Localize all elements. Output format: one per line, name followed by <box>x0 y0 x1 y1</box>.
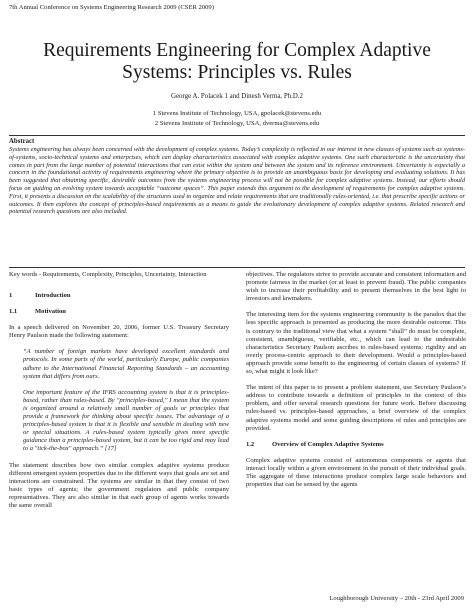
section-number: 1.2 <box>246 440 255 448</box>
running-header <box>9 4 214 12</box>
paragraph: Complex adaptive systems consist of autonomous components or agents that interact locally within a given environment in the pursuit of their individual goals. The aggregate of these interactions produce complex large scale behaviors and properties that can be sensed by the agents <box>246 456 466 489</box>
paragraph: objectives. The regulators strive to provide accurate and consistent information and promote fairness in the market (or at least to prevent fraud). The public companies wish to increase their profitability and to present themselves in the best light to investors and lawmakers. <box>246 271 466 303</box>
quotation: “A number of foreign markets have developed excellent standards and protocols. In some parts of the world, particularly Europe, public companies adhere to the International Financial Reporting Standards – an accounting system that differs from ours. <box>23 348 229 380</box>
section-title: Introduction <box>35 292 71 299</box>
paragraph: The intent of this paper is to present a problem statement, use Secretary Paulson’s address to contribute towards a definition of principles in the context of this problem, and offer several research questions for future work. Before discussing rules-based vs. principles-based approaches, a brief overview of the complex adaptive systems model and some guiding descriptions of rules and principles are provided. <box>246 384 466 432</box>
section-1-heading <box>9 292 229 300</box>
quotation: One important feature of the IFRS accounting system is that it is principles-based, rather than rules-based. By "principles-based," I mean that the system is organized around a relatively small number of goals or principles that provide a framework for thinking about specific issues. The advantage of a principles-based system is that it is flexible and sensible in dealing with new or special situations. A rules-based system typically gives more specific guidance than a principles-based system, but it can be too rigid and may lead to a "tick-the-box" approach.” [17] <box>23 388 229 453</box>
section-title: Overview of Complex Adaptive Systems <box>272 440 384 448</box>
section-1-1-heading <box>9 308 229 316</box>
affiliation-1: 1 Stevens Institute of Technology, USA, gpolacek@stevens.edu <box>152 110 322 117</box>
left-column <box>9 284 229 589</box>
keywords: Key words - Requirements, Complexity, Principles, Uncertainty, Interaction <box>9 271 207 278</box>
conference-header: 7th Annual Conference on Systems Engineering Research 2009 (CSER 2009) <box>9 4 214 11</box>
paper-title <box>0 40 474 84</box>
paragraph: In a speech delivered on November 20, 2006, former U.S. Treasury Secretary Henry Paulson made the following statement: <box>9 324 229 340</box>
section-1-2-heading <box>246 441 466 449</box>
divider-top <box>9 135 465 136</box>
paragraph: The interesting item for the systems engineering community is the paradox that the less specific approach is presented as producing the more desirable outcome. This is contrary to the traditional view that what a system “shall” do must be complete, consistent, unambiguous, verifiable, etc., which can lead to the undesirable characteristics Secretary Paulson ascribes to rules-based systems: rigidity and an overly process-centric approach to their development. Would a principles-based approach provide some benefit to the engineering of certain classes of systems? If so, what might it look like? <box>246 311 466 376</box>
paragraph: The statement describes how two similar complex adaptive systems produce different emergent system properties due to the different ways that goals are set and interactions are constrained. The systems are similar in that they consist of two basic types of agents; the government regulators and public company representatives. They are also similar in that each group of agents works towards the same overall <box>9 461 229 509</box>
divider-bottom <box>9 267 465 268</box>
title-line-1: Requirements Engineering for Complex Adaptive <box>43 40 431 61</box>
abstract-body: Systems engineering has always been concerned with the development of complex systems. Today’s complexity is reflected in our interest in new classes of systems such as systems-of-systems, socio-technical systems and enterprises, which can display characteristics associated with complex adaptive systems. One such characteristic is the uncertainty that comes in part from the large number of potential interactions that can exist within the system and between the system and its reference environment. Uncertainty is especially a concern in the foundational activity of requirements engineering where the primary objective is to provide an unambiguous basis for developing and evaluating solutions. It has been suggested that obtaining specific, desirable outcomes from the systems engineering process will not be possible for complex adaptive systems. Instead, our efforts should focus on guiding an evolving system towards acceptable “outcome spaces”. This paper extends this argument to the development of requirements for complex adaptive systems. First, it presents a discussion on the scalability of the structures used to organize and relate requirements that are traditionally rules-oriented, i.e. that prescribe specific actions or outcomes. It then explores the concept of principles-based requirements as a means to guide the evolutionary development of complex adaptive systems. Related research and potential research questions are also included. <box>9 146 465 216</box>
page-footer: Loughborough University – 20th - 23rd April 2009 <box>329 595 464 602</box>
section-number: 1.1 <box>9 308 18 316</box>
author-line: George A. Polacek 1 and Dinesh Verma, Ph.D.2 <box>171 93 303 100</box>
right-column <box>246 271 466 589</box>
section-title: Motivation <box>35 308 66 316</box>
affiliation-2: 2 Stevens Institute of Technology, USA, dverma@stevens.edu <box>154 120 320 127</box>
title-line-2: Systems: Principles vs. Rules <box>122 62 352 83</box>
section-number: 1 <box>9 292 13 299</box>
abstract-heading: Abstract <box>9 138 35 145</box>
